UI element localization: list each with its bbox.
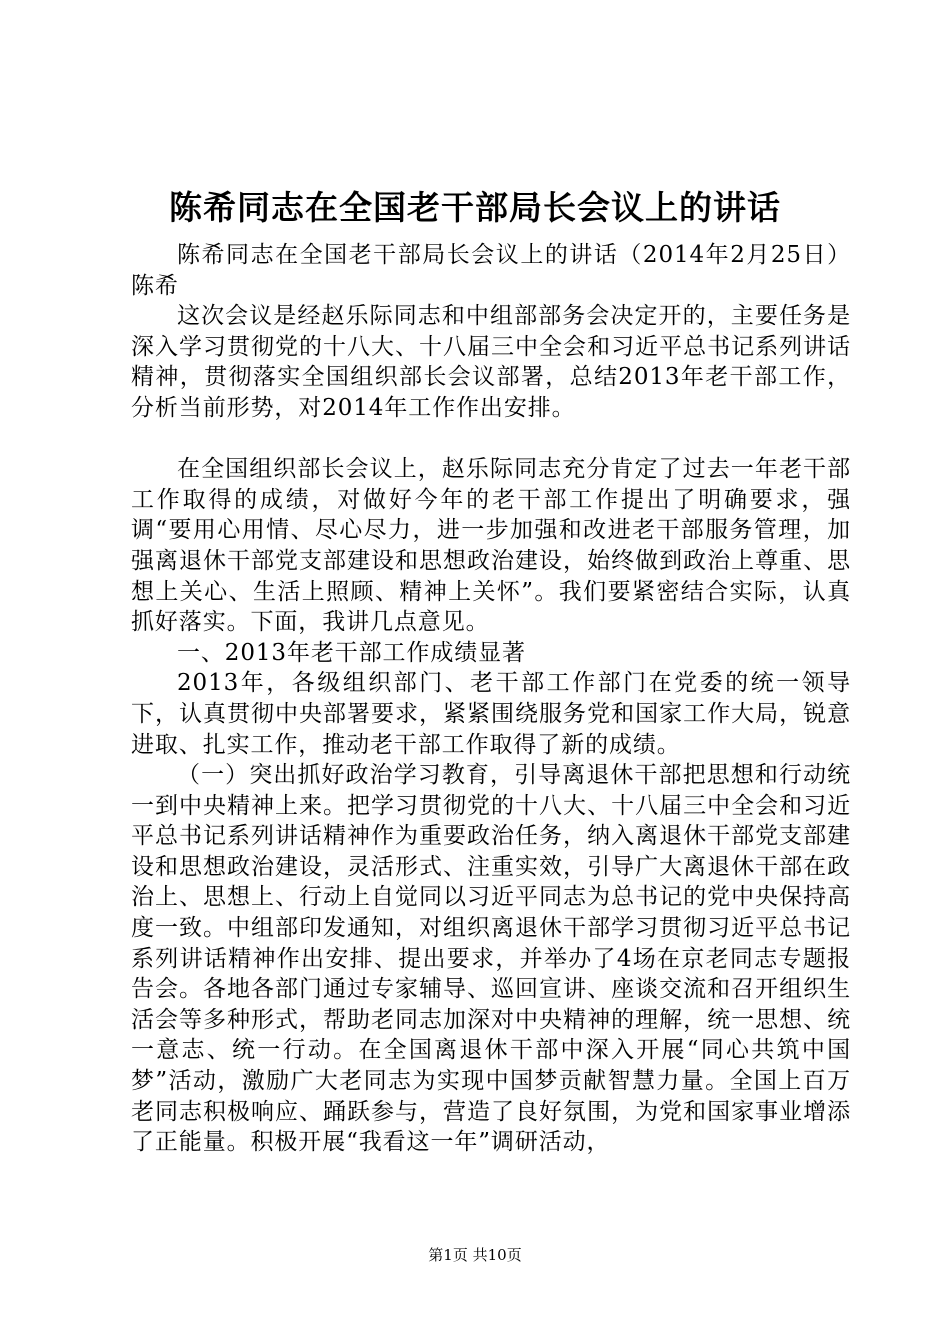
paragraph-minister-remarks: 在全国组织部长会议上，赵乐际同志充分肯定了过去一年老干部工作取得的成绩，对做好今年的老干部工作提出了明确要求，强调“要用心用情、尽心尽力，进一步加强和改进老干部服务管理，加强离退休干部党支部建设和思想政治建设，始终做到政治上尊重、思想上关心、生活上照顾、精神上关怀”。我们要紧密结合实际，认真抓好落实。下面，我讲几点意见。 [131,456,851,636]
paragraph-intro: 陈希同志在全国老干部局长会议上的讲话（2014年2月25日）陈希 [131,242,851,299]
paragraph-political-study: （一）突出抓好政治学习教育，引导离退休干部把思想和行动统一到中央精神上来。把学习贯彻党的十八大、十八届三中全会和习近平总书记系列讲话精神作为重要政治任务，纳入离退休干部党支部建设和思想政治建设，灵活形式、注重实效，引导广大离退休干部在政治上、思想上、行动上自觉同以习近平同志为总书记的党中央保持高度一致。中组部印发通知，对组织离退休干部学习贯彻习近平总书记系列讲话精神作出安排、提出要求，并举办了4场在京老同志专题报告会。各地各部门通过专家辅导、巡回宣讲、座谈交流和召开组织生活会等多种形式，帮助老同志加深对中央精神的理解，统一思想、统一意志、统一行动。在全国离退休干部中深入开展“同心共筑中国梦”活动，激励广大老同志为实现中国梦贡献智慧力量。全国上百万老同志积极响应、踊跃参与，营造了良好氛围，为党和国家事业增添了正能量。积极开展“我看这一年”调研活动， [131,762,851,1156]
paragraph-2013-summary: 2013年，各级组织部门、老干部工作部门在党委的统一领导下，认真贯彻中央部署要求，紧紧围绕服务党和国家工作大局，锐意进取、扎实工作，推动老干部工作取得了新的成绩。 [131,670,851,758]
page-footer: 第1页 共10页 [428,1246,522,1264]
paragraph-meeting-purpose: 这次会议是经赵乐际同志和中组部部务会决定开的，主要任务是深入学习贯彻党的十八大、十八届三中全会和习近平总书记系列讲话精神，贯彻落实全国组织部长会议部署，总结2013年老干部工作，分析当前形势，对2014年工作作出安排。 [131,303,851,421]
document-body [131,240,851,1158]
section-heading-achievements: 一、2013年老干部工作成绩显著 [177,639,526,666]
document-title: 陈希同志在全国老干部局长会议上的讲话 [169,188,781,227]
